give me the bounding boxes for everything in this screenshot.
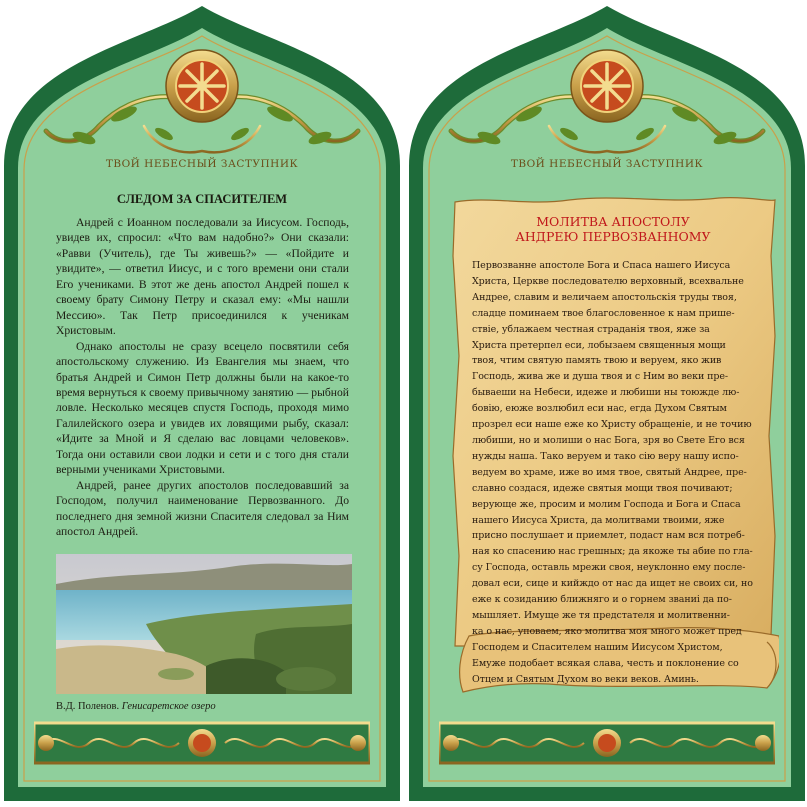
prayer-line: су Господа, оставль мрежи своя, неуклонно ему после- xyxy=(472,562,746,574)
page-heading: СЛЕДОМ ЗА СПАСИТЕЛЕМ xyxy=(116,192,288,206)
prayer-line: Первозванне апостоле Бога и Спаса нашего Иисуса xyxy=(472,260,731,271)
article-paragraph: Однако апостолы не сразу всецело посвятили себя апостольскому служению. Из Евангелия мы знаем, что братья Андрей и Симон Петр должны были на какое-то время вернуться к своему привычному занятию — рыбной ловле. Несколько месяцев спустя Господь, проходя мимо Галилейского озера и увидев их ловящими рыбу, сказал: «Идите за Мной и Я сделаю вас ловцами человеков». Тогда они оставили свои лодки и сети и с того дня стали верными учениками Христовыми. xyxy=(56,339,349,477)
prayer-line: Христа претерпел еси, лобызаем священныя мощи xyxy=(472,339,726,351)
bottom-ornament xyxy=(439,721,775,765)
caption-title: Генисаретское озеро xyxy=(121,701,216,712)
prayer-line: Отцем и Святым Духом во веки веков. Аминь. xyxy=(472,673,699,685)
prayer-title-line: МОЛИТВА АПОСТОЛУ xyxy=(536,214,690,229)
article-paragraph: Андрей, ранее других апостолов последовавший за Господом, получил наименование Первозванного. До последнего дня земной жизни Спасителя следовал за Ним апостол Андрей. xyxy=(56,478,349,539)
prayer-line: славно создася, идеже святыя мощи твоя почивают; xyxy=(472,482,733,494)
prayer-line: ка о нас, уповаем, яко молитва моя много может пред xyxy=(472,625,742,637)
ornament-subtitle: ТВОЙ НЕБЕСНЫЙ ЗАСТУПНИК xyxy=(105,158,299,170)
prayer-line: Господь, жива же и душа твоя и с Ним во веки пре- xyxy=(472,371,728,383)
prayer-line: мышляет. Имуще же тя предстателя и молитвенни- xyxy=(472,609,730,621)
prayer-body xyxy=(472,258,755,687)
prayer-line: бываеши на Небеси, идеже и любиши ны тоюжде лю- xyxy=(472,387,740,399)
right-page xyxy=(409,6,805,801)
prayer-line: Андрее, славим и величаем апостольскiя труды твоя, xyxy=(472,291,737,303)
ornament-subtitle: ТВОЙ НЕБЕСНЫЙ ЗАСТУПНИК xyxy=(510,158,704,170)
prayer-line: нашего Иисуса Христа, да молитвами твоими, яже xyxy=(472,514,725,526)
left-page xyxy=(4,6,400,801)
prayer-title-line: АНДРЕЮ ПЕРВОЗВАННОМУ xyxy=(515,229,711,244)
lake-painting xyxy=(56,554,352,694)
prayer-line: ведуем во храме, иже во имя твое, святый Андрее, пре- xyxy=(472,466,747,478)
prayer-line: Христа, Церкве последователю верховный, всехвальне xyxy=(472,275,744,287)
prayer-line: твоя, чтим святую память твою и веруем, яко жив xyxy=(472,355,722,367)
prayer-line: сладце поминаем твое благословенное к нам прише- xyxy=(472,307,735,319)
prayer-line: верующе же, просим и молим Господа и Бога и Спаса xyxy=(472,498,741,510)
prayer-line: Емуже подобает всякая слава, честь и поклонение со xyxy=(472,657,739,669)
article-paragraph: Андрей с Иоанном последовали за Иисусом. Господь, увидев их, спросил: «Что вам надобно?» Они сказали: «Равви (Учитель), где Ты живешь?» — «Пойдите и увидите», — ответил Иисус, и с того времени они стали Его учениками. В этот же день апостол Андрей пошел к своему брату Симону Петру и сказал ему: «Мы нашли Мессию». Так Петр присоединился к ученикам Христовым. xyxy=(56,216,349,338)
prayer-line: нужды наша. Тако веруем и тако сiю веру нашу испо- xyxy=(472,450,739,462)
article-body xyxy=(56,215,349,540)
bottom-ornament xyxy=(34,721,370,765)
prayer-line: довал еси, сице и кийждо от нас да ищет не своих си, но xyxy=(472,578,753,590)
prayer-line: ная ко спасению нас грешных; да якоже ты абие по гла- xyxy=(472,546,753,558)
prayer-line: еже к созиданию ближняго и о горнем званиi да по- xyxy=(472,594,732,606)
prayer-line: ствiе, ублажаем честная страданiя твоя, яже за xyxy=(472,323,710,335)
caption-author: В.Д. Поленов. xyxy=(56,701,122,712)
prayer-line: любиши, но и молиши о нас Бога, зря во Свете Его вся xyxy=(472,434,745,446)
painting-caption xyxy=(56,701,216,712)
prayer-line: присно послушает и приемлет, подаст нам вся потреб- xyxy=(472,530,745,542)
prayer-line: прозрел еси наше еже ко Христу обращенiе, и не точию xyxy=(472,419,752,431)
prayer-title xyxy=(487,214,739,244)
prayer-line: Господем и Спасителем нашим Иисусом Христом, xyxy=(472,641,723,653)
prayer-line: бовiю, еюже возлюбил еси нас, егда Духом Святым xyxy=(472,403,727,415)
